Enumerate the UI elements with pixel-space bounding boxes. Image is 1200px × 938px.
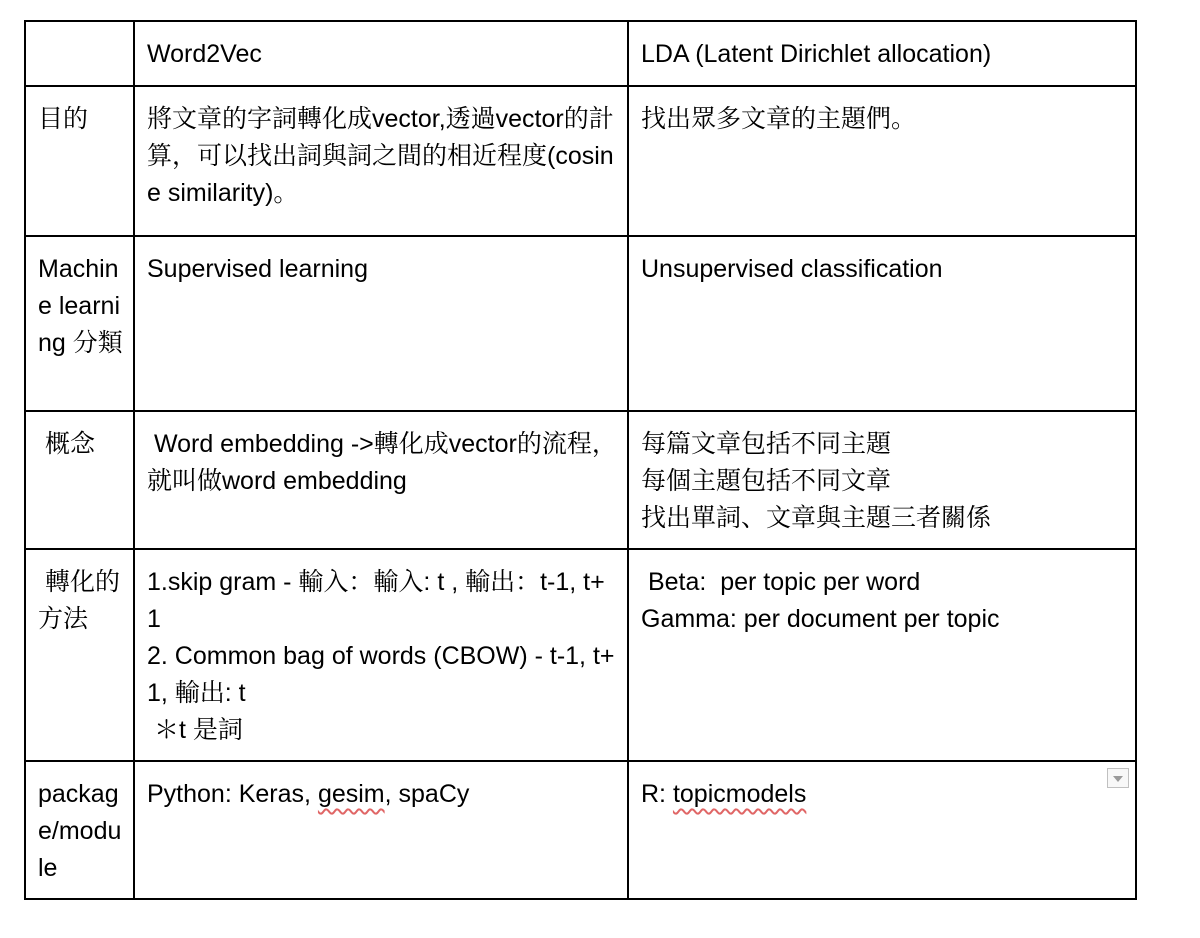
word2vec-purpose-text: 將文章的字詞轉化成vector,透過vector的計算，可以找出詞與詞之間的相近程度(cosine similarity)。 [147, 105, 614, 207]
lda-cell-purpose[interactable] [628, 86, 1136, 236]
lda-cell-package[interactable] [628, 761, 1136, 899]
lda-concept-line-3: 找出單詞、文章與主題三者關係 [641, 504, 992, 532]
table-row-purpose [25, 86, 1136, 236]
lda-cell-method[interactable] [628, 549, 1136, 761]
table-row-ml-category [25, 236, 1136, 411]
word2vec-cell-method[interactable] [134, 549, 628, 761]
header-lda: LDA (Latent Dirichlet allocation) [641, 40, 992, 68]
lda-concept-line-2: 每個主題包括不同文章 [641, 467, 892, 495]
lda-method-line-2: Gamma: per document per topic [641, 605, 1000, 633]
lda-package-prefix: R: [641, 780, 673, 808]
lda-cell-ml-category[interactable] [628, 236, 1136, 411]
table-row-package [25, 761, 1136, 899]
word2vec-method-line-2: 2. Common bag of words (CBOW) - t-1, t+1, 輸出: t [147, 642, 615, 707]
label-cell-purpose[interactable] [25, 86, 134, 236]
header-corner-cell[interactable] [25, 21, 134, 86]
header-word2vec: Word2Vec [147, 40, 262, 68]
header-word2vec-cell[interactable] [134, 21, 628, 86]
label-package: package/module [38, 780, 122, 882]
word2vec-cell-ml-category[interactable] [134, 236, 628, 411]
cell-dropdown-icon[interactable] [1107, 768, 1129, 788]
lda-method-line-1: Beta: per topic per word [641, 568, 921, 596]
label-ml-category: Machine learning 分類 [38, 255, 123, 357]
word2vec-package-suffix: , spaCy [384, 780, 470, 808]
lda-purpose-text: 找出眾多文章的主題們。 [641, 105, 917, 133]
word2vec-method-line-1: 1.skip gram - 輸入：輸入: t , 輸出：t-1, t+1 [147, 568, 605, 633]
comparison-table [24, 20, 1137, 900]
label-purpose: 目的 [38, 105, 89, 133]
lda-ml-category-text: Unsupervised classification [641, 255, 943, 283]
misspelled-word-topicmodels[interactable]: topicmodels [672, 780, 807, 808]
word2vec-concept-text: Word embedding ->轉化成vector的流程，就叫做word embedding [147, 430, 617, 495]
label-cell-package[interactable] [25, 761, 134, 899]
table-row-concept [25, 411, 1136, 549]
misspelled-word-gesim[interactable]: gesim [317, 780, 385, 808]
word2vec-cell-concept[interactable] [134, 411, 628, 549]
header-lda-cell[interactable] [628, 21, 1136, 86]
label-cell-concept[interactable] [25, 411, 134, 549]
label-concept: 概念 [38, 430, 95, 458]
word2vec-cell-purpose[interactable] [134, 86, 628, 236]
word2vec-ml-category-text: Supervised learning [147, 255, 368, 283]
lda-concept-line-1: 每篇文章包括不同主題 [641, 430, 892, 458]
table-row-method [25, 549, 1136, 761]
word2vec-method-line-3: ＊t 是詞 [147, 716, 243, 744]
label-method: 轉化的方法 [38, 568, 120, 633]
word2vec-package-prefix: Python: Keras, [147, 780, 318, 808]
word2vec-cell-package[interactable] [134, 761, 628, 899]
label-cell-method[interactable] [25, 549, 134, 761]
table-row-header [25, 21, 1136, 86]
label-cell-ml-category[interactable] [25, 236, 134, 411]
lda-cell-concept[interactable] [628, 411, 1136, 549]
